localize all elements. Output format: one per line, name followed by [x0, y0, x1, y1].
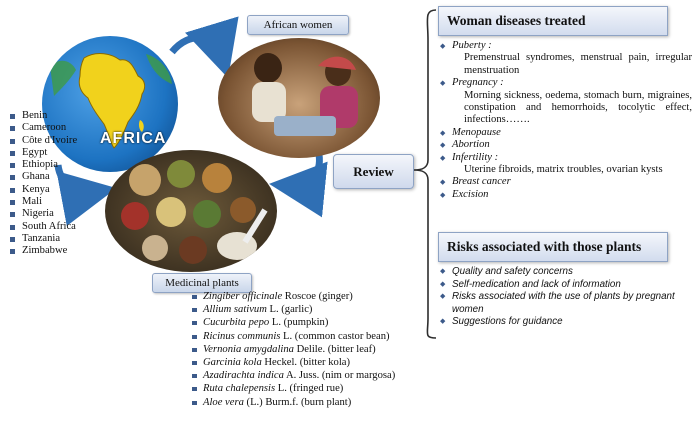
review-box: Review: [333, 154, 414, 189]
plant-latin-name: Garcinia kola: [203, 357, 262, 369]
list-item: ◆ Risks associated with the use of plants by pregnant women: [440, 291, 692, 316]
list-item: [440, 127, 692, 139]
plant-latin-name: Azadirachta indica: [203, 370, 284, 382]
list-item: ◆ Self-medication and lack of information: [440, 279, 692, 292]
list-item: [190, 356, 395, 369]
list-item: [190, 382, 395, 395]
risks-list: [440, 266, 692, 329]
plant-common-name: Delile. (bitter leaf): [293, 343, 376, 355]
disease-detail: Morning sickness, oedema, stomach burn, migraines, constipation and hemorrhoids, tocolytic effect, infections…….: [464, 89, 692, 126]
plant-common-name: A. Juss. (nim or margosa): [283, 370, 396, 382]
list-item: Ethiopia: [8, 159, 77, 171]
disease-head: ◆ Menopause: [452, 126, 501, 138]
list-item: [440, 40, 692, 77]
african-women-label: African women: [247, 15, 349, 35]
disease-head: ◆ Breast cancer: [452, 176, 511, 188]
disease-detail: Uterine fibroids, matrix troubles, ovarian kysts: [464, 164, 663, 176]
plant-latin-name: Cucurbita pepo: [203, 317, 270, 329]
list-item: Kenya: [8, 184, 77, 196]
list-item: [190, 330, 395, 343]
plant-latin-name: Ricinus communis: [203, 330, 281, 342]
african-women-photo: [218, 38, 380, 158]
risks-title: Risks associated with those plants: [438, 232, 668, 262]
plant-latin-name: Aloe vera: [203, 396, 244, 408]
list-item: [190, 343, 395, 356]
list-item: Benin: [8, 110, 77, 122]
list-item: [190, 303, 395, 316]
country-list: [8, 110, 77, 258]
list-item: ◆ Suggestions for guidance: [440, 316, 692, 329]
diseases-list: [440, 40, 692, 201]
list-item: Egypt: [8, 147, 77, 159]
medicinal-plants-photo: [105, 150, 277, 272]
list-item: South Africa: [8, 221, 77, 233]
africa-label: AFRICA: [100, 130, 167, 147]
disease-head: ◆ Excision: [452, 188, 489, 200]
disease-head: ◆ Abortion: [452, 139, 490, 151]
list-item: [190, 290, 395, 303]
list-item: Nigeria: [8, 208, 77, 220]
plant-common-name: L. (pumpkin): [269, 317, 329, 329]
brace: [414, 10, 436, 338]
disease-head: ◆ Puberty :: [452, 40, 492, 51]
disease-head: ◆ Pregnancy :: [452, 77, 504, 89]
plant-common-name: Heckel. (bitter kola): [261, 357, 350, 369]
plant-common-name: L. (common castor bean): [280, 330, 390, 342]
medicinal-plants-label: Medicinal plants: [152, 273, 252, 293]
list-item: [440, 77, 692, 127]
list-item: [440, 152, 692, 177]
list-item: [440, 176, 692, 188]
list-item: [190, 316, 395, 329]
plant-latin-name: Zingiber officinale: [203, 291, 283, 302]
plant-common-name: Roscoe (ginger): [282, 291, 353, 302]
list-item: Ghana: [8, 171, 77, 183]
plant-common-name: L. (fringed rue): [275, 383, 344, 395]
list-item: Cameroon: [8, 122, 77, 134]
arrow-globe-to-women: [172, 38, 222, 58]
disease-detail: Premenstrual syndromes, menstrual pain, irregular menstruation: [464, 52, 692, 76]
list-item: [440, 139, 692, 151]
plant-latin-name: Ruta chalepensis: [203, 383, 276, 395]
list-item: Mali: [8, 196, 77, 208]
list-item: Zimbabwe: [8, 245, 77, 257]
plant-latin-name: Vernonia amygdalina: [203, 343, 294, 355]
plant-common-name: (L.) Burm.f. (burn plant): [243, 396, 352, 408]
plant-latin-name: Allium sativum: [203, 304, 267, 316]
plant-common-name: L. (garlic): [266, 304, 313, 316]
list-item: Tanzania: [8, 233, 77, 245]
plant-list: [190, 290, 395, 409]
disease-head: ◆ Infertility :: [452, 151, 499, 163]
list-item: ◆ Quality and safety concerns: [440, 266, 692, 279]
diseases-title: Woman diseases treated: [438, 6, 668, 36]
list-item: Côte d'Ivoire: [8, 135, 77, 147]
list-item: [440, 189, 692, 201]
list-item: [190, 369, 395, 382]
list-item: [190, 396, 395, 409]
